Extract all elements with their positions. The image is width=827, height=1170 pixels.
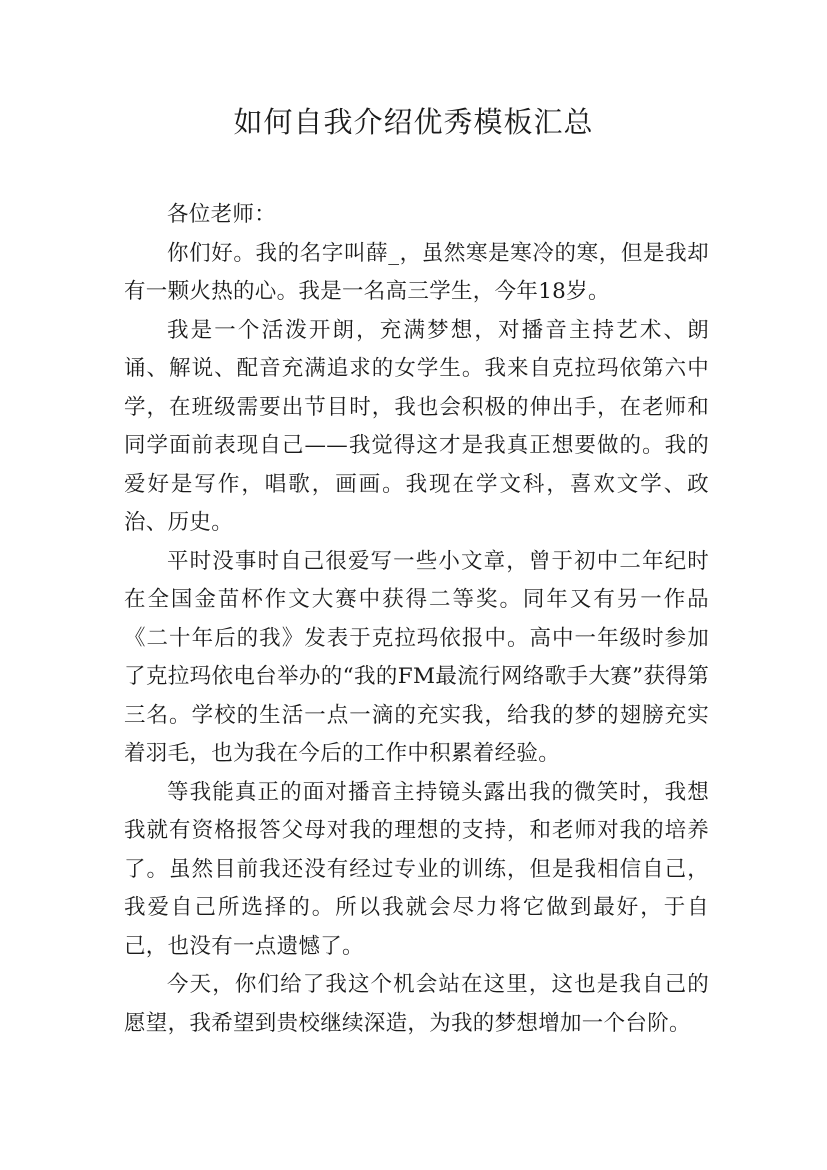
paragraph-personality: 我是一个活泼开朗，充满梦想，对播音主持艺术、朗诵、解说、配音充满追求的女学生。我来自克拉玛依第六中学，在班级需要出节目时，我也会积极的伸出手，在老师和同学面前表现自己——我觉得这才是我真正想要做的。我的爱好是写作，唱歌，画画。我现在学文科，喜欢文学、政治、历史。 [124,317,709,535]
document-body [124,196,709,1043]
paragraph-achievements: 平时没事时自己很爱写一些小文章，曾于初中二年纪时在全国金苗杯作文大赛中获得二等奖。同年又有另一作品《二十年后的我》发表于克拉玛依报中。高中一年级时参加了克拉玛依电台举办的“我的FM最流行网络歌手大赛”获得第三名。学校的生活一点一滴的充实我，给我的梦的翅膀充实着羽毛，也为我在今后的工作中积累着经验。 [124,548,709,766]
paragraph-closing: 今天，你们给了我这个机会站在这里，这也是我自己的愿望，我希望到贵校继续深造，为我的梦想增加一个台阶。 [124,972,709,1036]
paragraph-greeting: 你们好。我的名字叫薛_，虽然寒是寒冷的寒，但是我却有一颗火热的心。我是一名高三学生，今年18岁。 [124,240,709,304]
paragraph-aspiration: 等我能真正的面对播音主持镜头露出我的微笑时，我想我就有资格报答父母对我的理想的支持，和老师对我的培养了。虽然目前我还没有经过专业的训练，但是我相信自己，我爱自己所选择的。所以我就会尽力将它做到最好，于自己，也没有一点遗憾了。 [124,779,709,959]
salutation: 各位老师： [167,202,277,227]
document-title: 如何自我介绍优秀模板汇总 [233,105,594,139]
